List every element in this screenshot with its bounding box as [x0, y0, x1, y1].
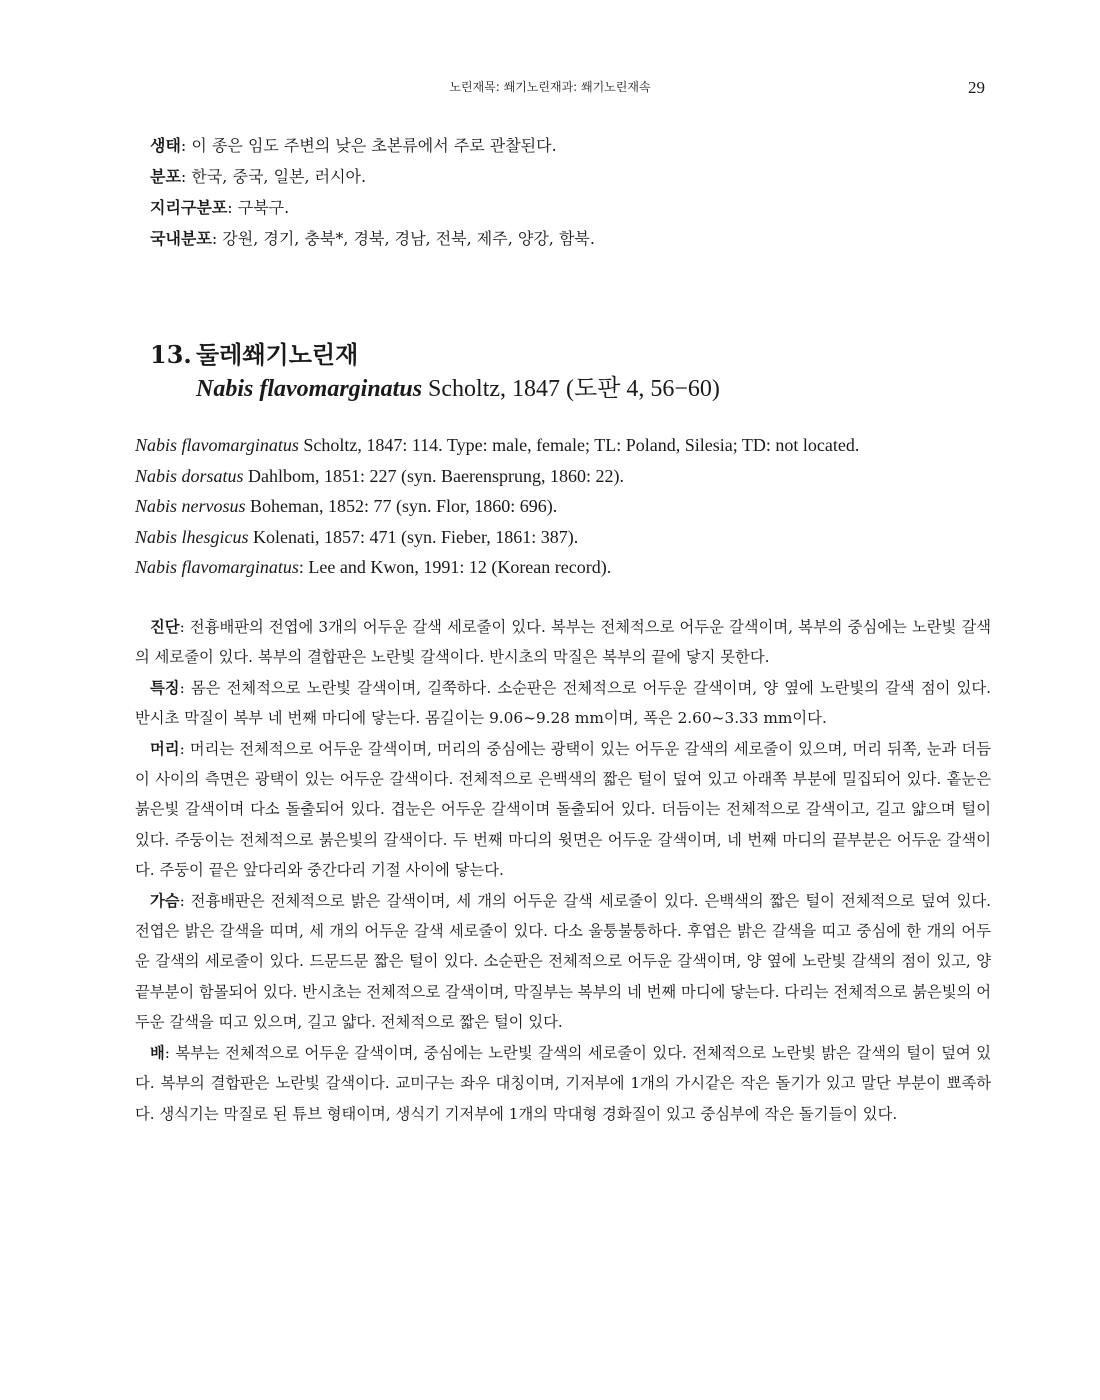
synonym-entry — [135, 491, 995, 522]
synonym-name: Nabis lhesgicus — [135, 526, 249, 547]
species-korean-name: 둘레쐐기노린재 — [196, 340, 359, 369]
ecology-zoogeography — [150, 192, 990, 223]
synonym-citation: Boheman, 1852: 77 (syn. Flor, 1860: 696). — [245, 496, 558, 516]
paragraph-text: : 머리는 전체적으로 어두운 갈색이며, 머리의 중심에는 광택이 있는 어두운 갈색의 세로줄이 있으며, 머리 뒤쪽, 눈과 더듬이 사이의 측면은 광택이 있는 어두운 갈색이다. 전체적으로 은백색의 짧은 털이 덮여 있고 아래쪽 부분에 밀집되어 있다. 홑눈은 붉은빛 갈색이며 다소 돌출되어 있다. 겹눈은 어두운 갈색이며 돌출되어 있다. 더듬이는 전체적으로 갈색이고, 길고 얇으며 털이 있다. 주둥이는 전체적으로 붉은빛의 갈색이다. 두 번째 마디의 윗면은 어두운 갈색이며, 네 번째 마디의 끝부분은 어두운 갈색이다. 주둥이 끝은 앞다리와 중간다리 기절 사이에 닿는다. — [135, 739, 991, 880]
description-features — [135, 673, 991, 734]
species-number: 13. — [150, 340, 192, 369]
species-scientific-name: Nabis flavomarginatus — [196, 376, 423, 402]
running-head: 노린재목: 쐐기노린재과: 쐐기노린재속 — [449, 80, 651, 94]
description-section — [135, 612, 991, 1129]
paragraph-text: : 전흉배판은 전체적으로 밝은 갈색이며, 세 개의 어두운 갈색 세로줄이 있다. 은백색의 짧은 털이 전체적으로 덮여 있다. 전엽은 밝은 갈색을 띠며, 세 개의 어두운 갈색 세로줄이 있다. 다소 울퉁불퉁하다. 후엽은 밝은 갈색을 띠고 중심에 한 개의 어두운 갈색의 세로줄이 있다. 드문드문 짧은 털이 있다. 소순판은 전체적으로 어두운 갈색이며, 양 옆에 노란빛 갈색의 점이 있고, 양 끝부분이 함몰되어 있다. 반시초는 전체적으로 갈색이며, 막질부는 복부의 네 번째 마디에 닿는다. 다리는 전체적으로 붉은빛의 어두운 갈색을 띠고 있으며, 길고 얇다. 전체적으로 짧은 털이 있다. — [135, 891, 991, 1032]
synonym-citation: Dahlbom, 1851: 227 (syn. Baerensprung, 1860: 22). — [243, 465, 624, 486]
species-scientific-heading — [150, 372, 990, 406]
field-text: : 구북구. — [227, 198, 290, 217]
synonym-entry — [135, 552, 995, 583]
synonym-entry — [135, 461, 995, 492]
description-abdomen — [135, 1038, 991, 1129]
paragraph-text: : 전흉배판의 전엽에 3개의 어두운 갈색 세로줄이 있다. 복부는 전체적으로 어두운 갈색이며, 복부의 중심에는 노란빛 갈색의 세로줄이 있다. 복부의 결합판은 노란빛 갈색이다. 반시초의 막질은 복부의 끝에 닿지 못한다. — [135, 618, 991, 667]
description-head — [135, 734, 991, 886]
synonym-citation: Scholtz, 1847: 114. Type: male, female; TL: Poland, Silesia; TD: not located. — [298, 435, 860, 455]
paragraph-text: : 복부는 전체적으로 어두운 갈색이며, 중심에는 노란빛 갈색의 세로줄이 있다. 전체적으로 노란빛 밝은 갈색의 털이 덮여 있다. 복부의 결합판은 노란빛 갈색이다. 교미구는 좌우 대칭이며, 기저부에 1개의 가시같은 작은 돌기가 있고 말단 부분이 뾰족하다. 생식기는 막질로 된 튜브 형태이며, 생식기 기저부에 1개의 막대형 경화질이 있고 중심부에 작은 돌기들이 있다. — [135, 1043, 991, 1123]
species-authority: Scholtz, 1847 (도판 4, 56−60) — [422, 376, 720, 402]
paragraph-label: 배 — [150, 1043, 165, 1062]
paragraph-label: 머리 — [150, 739, 180, 758]
field-text: : 한국, 중국, 일본, 러시아. — [180, 167, 367, 186]
synonym-entry — [135, 522, 995, 553]
page-number: 29 — [968, 78, 985, 97]
field-label: 지리구분포 — [150, 198, 228, 217]
ecology-distribution — [150, 161, 990, 192]
field-label: 국내분포 — [150, 229, 212, 248]
field-text: : 강원, 경기, 충북*, 경북, 경남, 전북, 제주, 양강, 함북. — [211, 229, 595, 248]
synonym-name: Nabis flavomarginatus — [135, 435, 299, 455]
species-heading — [150, 338, 990, 406]
synonym-citation: : Lee and Kwon, 1991: 12 (Korean record). — [298, 557, 612, 577]
species-korean-heading — [150, 338, 990, 372]
synonym-name: Nabis nervosus — [135, 496, 246, 516]
ecology-domestic-distribution — [150, 223, 990, 254]
paragraph-label: 특징 — [150, 678, 180, 697]
synonym-citation: Kolenati, 1857: 471 (syn. Fieber, 1861: 387). — [248, 526, 579, 547]
paragraph-label: 진단 — [150, 618, 180, 636]
synonymy-list — [135, 430, 995, 583]
synonym-entry — [135, 430, 995, 461]
paragraph-text: : 몸은 전체적으로 노란빛 갈색이며, 길쭉하다. 소순판은 전체적으로 어두운 갈색이며, 양 옆에 노란빛의 갈색 점이 있다. 반시초 막질이 복부 네 번째 마디에 닿는다. 몸길이는 9.06~9.28 mm이며, 폭은 2.60~3.33 mm이다. — [135, 678, 991, 728]
synonym-name: Nabis flavomarginatus — [135, 557, 299, 577]
paragraph-label: 가슴 — [150, 891, 180, 910]
description-thorax — [135, 886, 991, 1038]
field-text: : 이 종은 임도 주변의 낮은 초본류에서 주로 관찰된다. — [180, 136, 557, 155]
ecology-habitat — [150, 130, 990, 161]
synonym-name: Nabis dorsatus — [135, 465, 244, 486]
ecology-section — [150, 130, 990, 254]
description-diagnosis — [135, 612, 991, 673]
field-label: 분포 — [150, 167, 181, 186]
field-label: 생태 — [150, 136, 181, 155]
